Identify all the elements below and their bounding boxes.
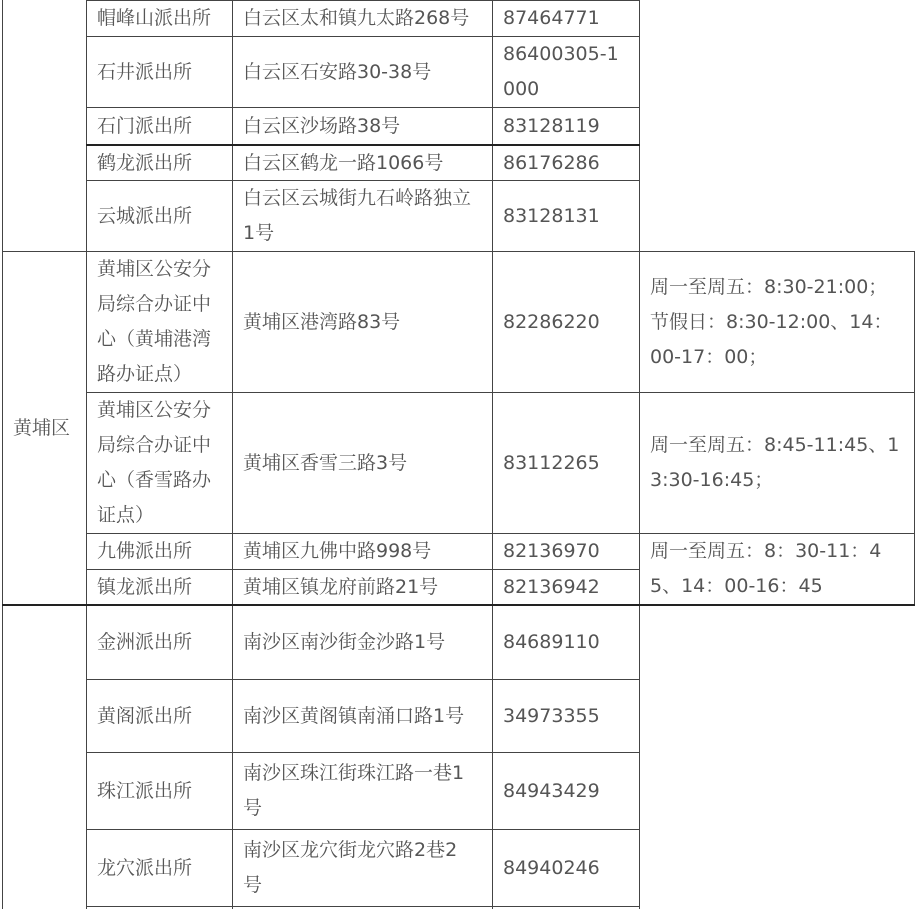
station-phone: 83128131	[503, 204, 600, 227]
station-address: 白云区鹤龙一路1066号	[243, 151, 444, 174]
station-address: 黄埔区镇龙府前路21号	[243, 575, 439, 598]
table-border-right	[914, 252, 915, 606]
station-name: 珠江派出所	[97, 779, 193, 802]
station-phone: 86400305-1000	[503, 43, 619, 100]
station-address: 黄埔区香雪三路3号	[243, 451, 408, 474]
station-name: 石井派出所	[97, 60, 193, 83]
station-hours: 周一至周五：8：30-11：45、14：00-16：45	[650, 540, 882, 597]
station-name: 镇龙派出所	[97, 575, 193, 598]
station-name: 龙穴派出所	[97, 856, 193, 879]
station-phone: 84689110	[503, 631, 600, 653]
station-address: 南沙区珠江街珠江路一巷1号	[243, 762, 465, 819]
station-phone: 34973355	[503, 704, 600, 727]
station-name: 九佛派出所	[97, 540, 193, 562]
station-name: 黄埔区公安分局综合办证中心（香雪路办证点）	[97, 399, 212, 526]
station-phone: 84943429	[503, 779, 600, 802]
row-divider	[86, 906, 640, 907]
station-name: 帽峰山派出所	[97, 7, 212, 29]
station-phone: 82136942	[503, 575, 600, 598]
station-phone: 82286220	[503, 310, 600, 333]
station-phone: 87464771	[503, 7, 600, 29]
station-address: 白云区太和镇九太路268号	[243, 7, 470, 29]
station-address: 黄埔区九佛中路998号	[243, 540, 432, 562]
station-name: 金洲派出所	[97, 631, 193, 653]
station-name: 鹤龙派出所	[97, 151, 193, 174]
station-name: 黄埔区公安分局综合办证中心（黄埔港湾路办证点）	[97, 258, 212, 385]
station-name: 黄阁派出所	[97, 704, 193, 727]
station-address: 南沙区龙穴街龙穴路2巷2号	[243, 839, 458, 896]
station-phone: 86176286	[503, 151, 600, 174]
station-name: 石门派出所	[97, 114, 193, 137]
station-address: 南沙区黄阁镇南涌口路1号	[243, 704, 465, 727]
station-address: 白云区云城街九石岭路独立1号	[243, 187, 472, 244]
station-address: 南沙区南沙街金沙路1号	[243, 631, 446, 653]
station-address: 黄埔区港湾路83号	[243, 310, 401, 333]
station-phone: 83112265	[503, 451, 600, 474]
station-name: 云城派出所	[97, 204, 193, 227]
station-hours: 周一至周五：8:45-11:45、13:30-16:45；	[650, 434, 900, 491]
station-phone: 83128119	[503, 114, 600, 137]
district-label: 黄埔区	[13, 416, 71, 439]
station-hours: 周一至周五：8:30-21:00；节假日：8:30-12:00、14：00-17：00；	[650, 275, 893, 368]
station-address: 白云区沙场路38号	[243, 114, 401, 137]
station-phone: 82136970	[503, 540, 600, 562]
station-address: 白云区石安路30-38号	[243, 60, 432, 83]
station-phone: 84940246	[503, 856, 600, 879]
